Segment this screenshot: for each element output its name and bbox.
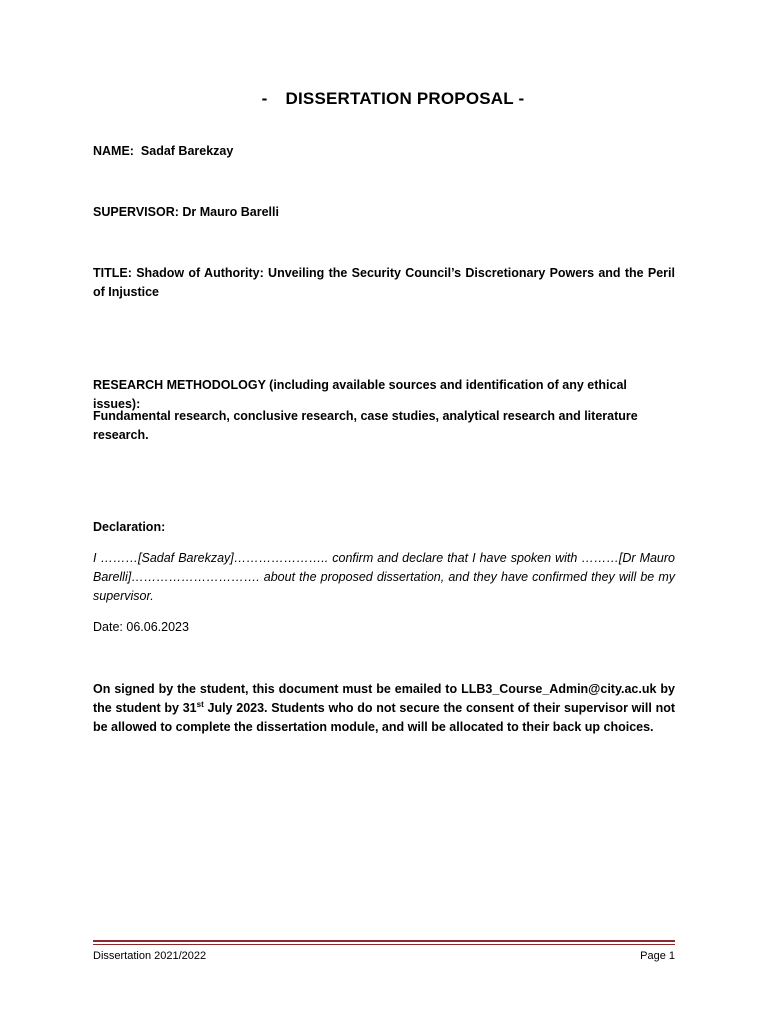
date-label: Date: xyxy=(93,620,123,634)
notice-ordinal-suffix: st xyxy=(196,700,204,709)
methodology-heading: RESEARCH METHODOLOGY (including available sources and identification of any ethical issues): xyxy=(93,378,627,411)
footer-rule xyxy=(93,940,675,945)
date-value: 06.06.2023 xyxy=(126,620,189,634)
footer-document-label: Dissertation 2021/2022 xyxy=(93,950,207,962)
thesis-title-value: Shadow of Authority: Unveiling the Security Council’s Discretionary Powers and the Peril of Injustice xyxy=(93,266,675,299)
thesis-title-label: TITLE: xyxy=(93,266,132,280)
name-field xyxy=(93,142,675,161)
title-left-dash: - xyxy=(261,89,268,108)
supervisor-value: Dr Mauro Barelli xyxy=(182,205,279,219)
name-value: Sadaf Barekzay xyxy=(140,144,234,158)
supervisor-label: SUPERVISOR: xyxy=(93,205,179,219)
page-title xyxy=(0,89,768,109)
title-text: DISSERTATION PROPOSAL xyxy=(285,89,514,108)
title-field xyxy=(93,264,675,302)
submission-notice xyxy=(93,680,675,737)
declaration-text: I ………[Sadaf Barekzay]………………….. confirm and declare that I have spoken with ………[Dr Mauro Barelli]…………………………. about the proposed dissertation, and they have confirmed they will be my supervisor. xyxy=(93,551,675,603)
date-field xyxy=(93,618,675,637)
notice-text-start: On signed by the student, this document must be emailed to LLB3_Course_Admin@city.ac.uk by the student by 31 xyxy=(93,682,675,715)
footer-page-number: Page 1 xyxy=(640,950,675,962)
methodology-body: Fundamental research, conclusive research, case studies, analytical research and literature research. xyxy=(93,409,638,442)
name-label: NAME: xyxy=(93,144,134,158)
notice-text-end: July 2023. Students who do not secure the consent of their supervisor will not be allowed to complete the dissertation module, and will be allocated to their back up choices. xyxy=(93,701,676,734)
title-right-dash: - xyxy=(518,89,525,108)
declaration-heading: Declaration: xyxy=(93,520,166,534)
supervisor-field xyxy=(93,203,675,222)
